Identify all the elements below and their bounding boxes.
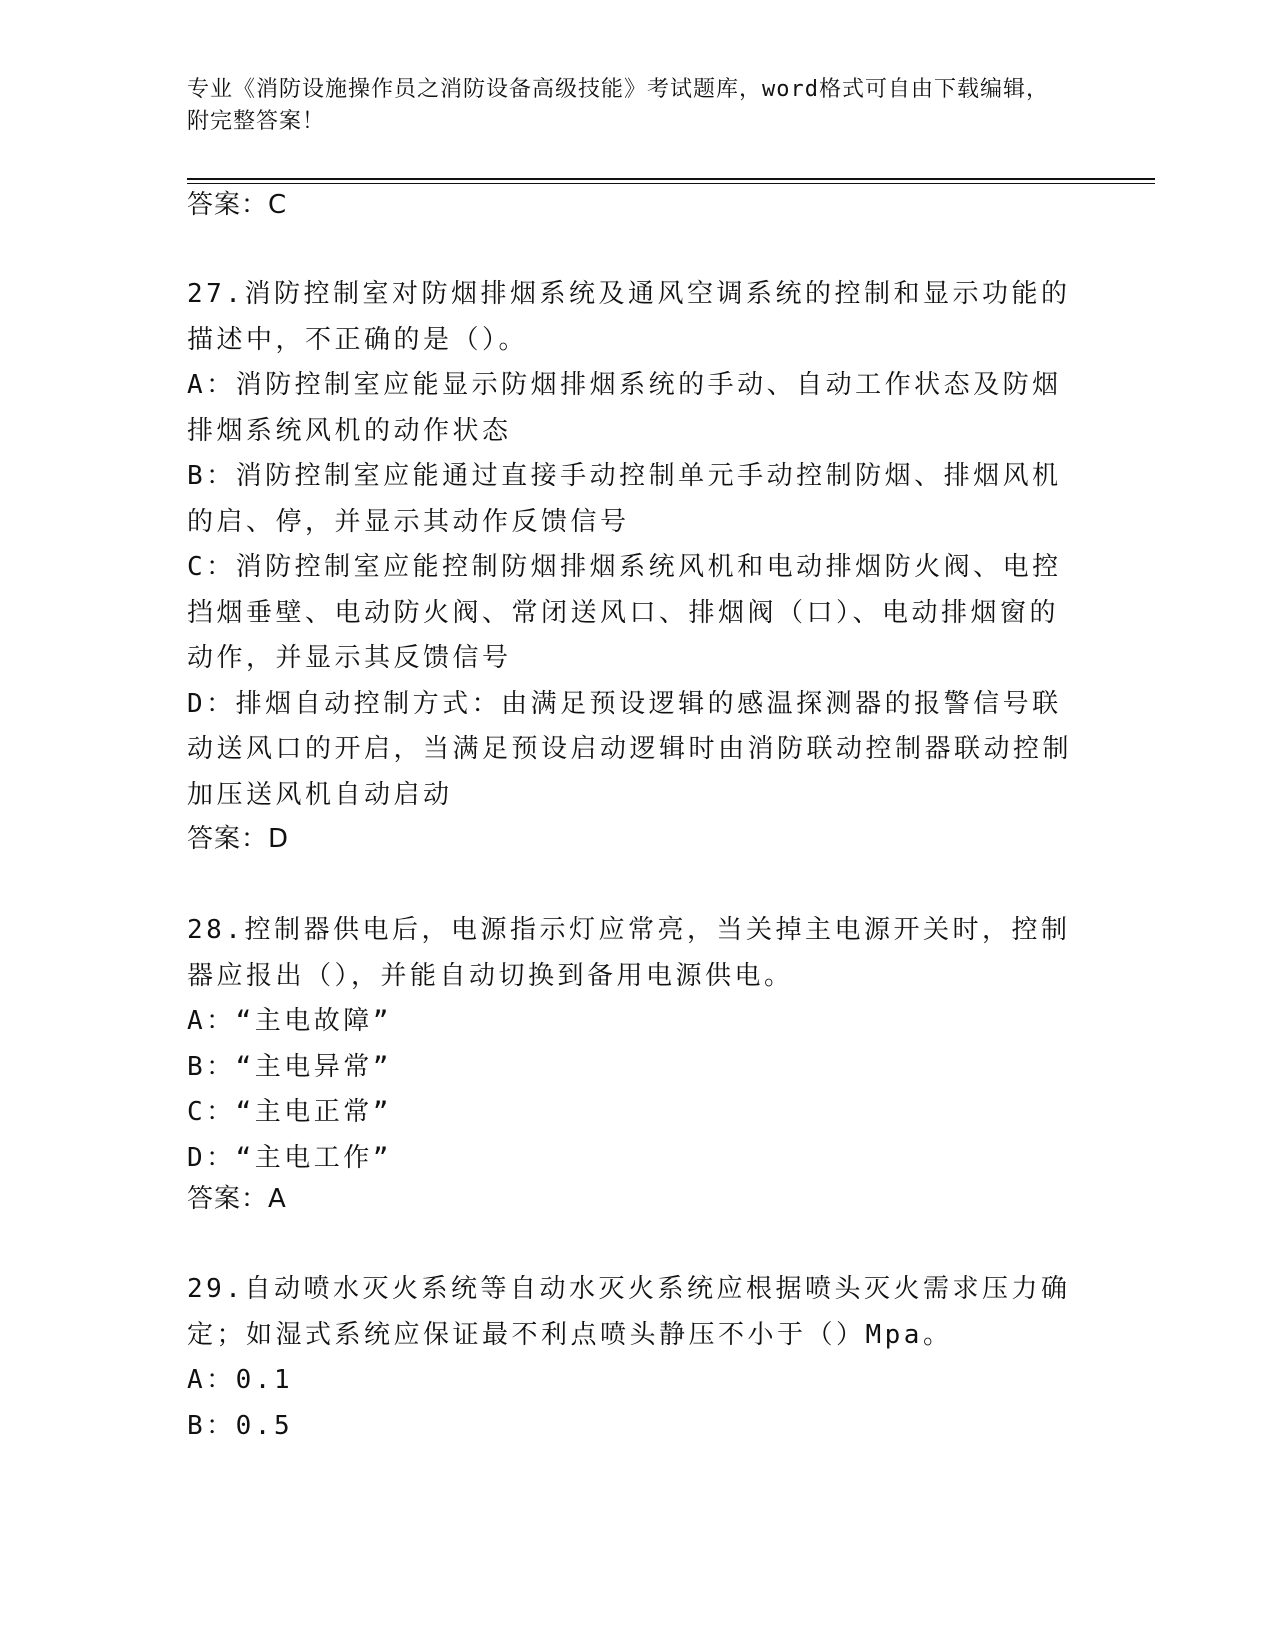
- answer-26: [187, 188, 286, 222]
- question-29: [187, 1267, 1087, 1449]
- answer-value: D: [268, 824, 289, 854]
- question-stem: 28.控制器供电后，电源指示灯应常亮，当关掉主电源开关时，控制器应报出（），并能自动切换到备用电源供电。: [187, 915, 1071, 991]
- answer-28: [187, 1182, 286, 1216]
- answer-label: 答案：: [187, 824, 269, 854]
- header-divider-thin: [187, 183, 1155, 184]
- question-stem: 27.消防控制室对防烟排烟系统及通风空调系统的控制和显示功能的描述中，不正确的是（）。: [187, 279, 1071, 355]
- header-text: 专业《消防设施操作员之消防设备高级技能》考试题库，word格式可自由下载编辑，附完整答案！: [187, 77, 1049, 134]
- option-d: D：“主电工作”: [187, 1142, 392, 1173]
- question-27: [187, 272, 1087, 818]
- option-c: C：“主电正常”: [187, 1097, 392, 1127]
- answer-label: 答案：: [187, 190, 269, 220]
- option-a: A：0.1: [187, 1365, 294, 1395]
- document-header: [187, 74, 1067, 138]
- question-28: [187, 908, 1087, 1181]
- option-d: D：排烟自动控制方式：由满足预设逻辑的感温探测器的报警信号联动送风口的开启，当满足预设启动逻辑时由消防联动控制器联动控制加压送风机自动启动: [187, 688, 1073, 810]
- option-b: B：消防控制室应能通过直接手动控制单元手动控制防烟、排烟风机的启、停，并显示其动作反馈信号: [187, 461, 1062, 537]
- answer-27: [187, 822, 288, 856]
- option-c: C：消防控制室应能控制防烟排烟系统风机和电动排烟防火阀、电控挡烟垂壁、电动防火阀、常闭送风口、排烟阀（口）、电动排烟窗的动作，并显示其反馈信号: [187, 552, 1062, 673]
- option-a: A：消防控制室应能显示防烟排烟系统的手动、自动工作状态及防烟排烟系统风机的动作状态: [187, 370, 1062, 446]
- header-divider: [187, 178, 1155, 180]
- answer-value: A: [268, 1184, 286, 1214]
- answer-value: C: [268, 190, 287, 220]
- option-b: B：0.5: [187, 1410, 294, 1441]
- option-b: B：“主电异常”: [187, 1051, 392, 1082]
- option-a: A：“主电故障”: [187, 1006, 392, 1036]
- answer-label: 答案：: [187, 1184, 269, 1214]
- question-stem: 29.自动喷水灭火系统等自动水灭火系统应根据喷头灭火需求压力确定；如湿式系统应保证最不利点喷头静压不小于（）Mpa。: [187, 1274, 1071, 1350]
